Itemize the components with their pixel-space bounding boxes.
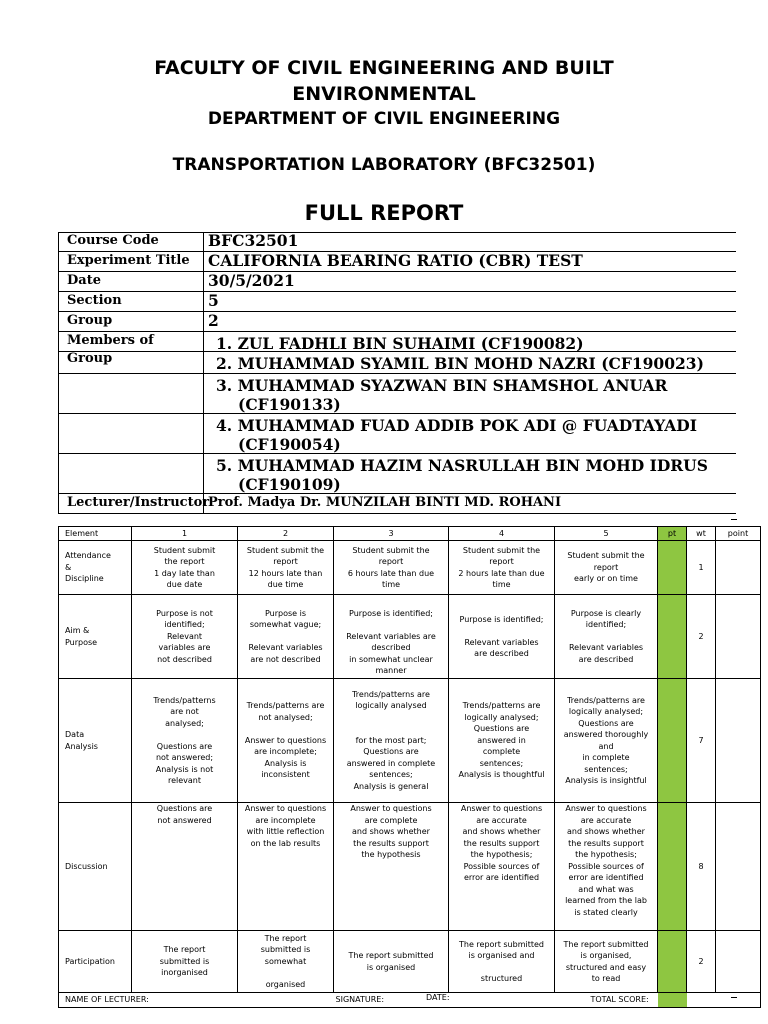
cell-line: Purpose is identified; — [459, 614, 544, 624]
cell-line: are complete — [364, 815, 418, 825]
member-3 — [204, 374, 736, 414]
weight-cell: 2 — [687, 595, 716, 679]
cell-line: Answer to questions — [350, 804, 432, 813]
cell-line: Discussion — [65, 861, 108, 871]
signature-field[interactable]: SIGNATURE: — [334, 993, 555, 1008]
cell-line: are incomplete — [255, 815, 316, 825]
cell-line: Trends/patterns — [153, 695, 216, 705]
cell-line — [336, 619, 446, 631]
score-cell — [238, 803, 334, 931]
rubric-row — [59, 541, 761, 595]
point-cell[interactable] — [716, 541, 761, 595]
members-label-blank — [58, 414, 204, 454]
weight-cell: 2 — [687, 931, 716, 993]
cell-line: learned from the lab — [565, 896, 647, 905]
group-value: 2 — [204, 312, 736, 332]
cell-line: Analysis is insightful — [565, 776, 647, 785]
cell-line: Analysis is — [264, 758, 307, 768]
members-label-blank — [58, 374, 204, 414]
cell-line: report — [489, 557, 514, 566]
member-5-id: (CF190109) — [238, 475, 341, 494]
course-code-value: BFC32501 — [204, 232, 736, 252]
cell-line: 12 hours late than — [248, 568, 323, 578]
cell-line: time — [381, 580, 401, 589]
score-cell — [334, 541, 449, 595]
faculty-line1: FACULTY OF CIVIL ENGINEERING AND BUILT — [154, 57, 614, 79]
cell-line: Trends/patterns are — [567, 695, 645, 705]
score-cell — [555, 595, 658, 679]
cell-line: Analysis is not — [155, 764, 214, 774]
cell-line: Purpose is — [264, 608, 307, 618]
faculty-title — [0, 55, 768, 107]
header-wt: wt — [687, 527, 716, 541]
cell-line: identified; — [164, 620, 205, 630]
cell-line: are not described — [250, 654, 321, 664]
lecturer-row — [58, 494, 736, 514]
pt-cell[interactable] — [658, 679, 687, 803]
cell-line: error are identified — [568, 873, 644, 882]
member-3-id: (CF190133) — [238, 395, 341, 414]
member-row-4 — [58, 414, 736, 454]
cell-line: described — [371, 643, 411, 653]
cell-line: The report submitted — [348, 951, 434, 960]
cell-line: due time — [267, 580, 304, 589]
total-score-field[interactable]: TOTAL SCORE: — [555, 993, 658, 1008]
lecturer-name-field[interactable]: NAME OF LECTURER: — [59, 993, 334, 1008]
lecturer-value: Prof. Madya Dr. MUNZILAH BINTI MD. ROHANI — [204, 494, 736, 514]
cell-line: Answer to questions — [565, 804, 647, 813]
score-cell — [334, 931, 449, 993]
cell-line: in somewhat unclear — [349, 654, 433, 664]
pt-cell[interactable] — [658, 541, 687, 595]
experiment-value: CALIFORNIA BEARING RATIO (CBR) TEST — [204, 252, 736, 272]
group-row — [58, 312, 736, 332]
cell-line: with little reflection — [246, 827, 325, 836]
cell-line: not answered; — [155, 753, 214, 762]
cell-line: organised — [265, 979, 306, 989]
cell-line: is stated clearly — [574, 907, 638, 917]
member-4-name: 4. MUHAMMAD FUAD ADDIB POK ADI @ FUADTAYADI — [216, 416, 697, 435]
cell-line: Possible sources of — [463, 861, 540, 871]
rubric-row — [59, 679, 761, 803]
cell-line — [240, 967, 331, 979]
header-element: Element — [59, 527, 132, 541]
cell-line: logically analysed — [355, 701, 427, 711]
cell-line: the hypothesis; — [575, 850, 637, 859]
member-5 — [204, 454, 736, 494]
score-cell — [449, 803, 555, 931]
cell-line: Data — [65, 730, 85, 739]
cell-line: and shows whether — [567, 827, 645, 836]
cell-line: The report submitted — [458, 939, 544, 949]
experiment-label: Experiment Title — [58, 252, 204, 272]
point-cell[interactable] — [716, 679, 761, 803]
section-label: Section — [58, 292, 204, 312]
cell-line: variables are — [158, 643, 211, 653]
pt-cell[interactable] — [658, 595, 687, 679]
score-cell — [132, 595, 238, 679]
header-score-5: 5 — [555, 527, 658, 541]
cell-line: and — [598, 741, 614, 751]
score-cell — [238, 595, 334, 679]
total-pt-cell — [658, 993, 687, 1008]
rubric-row — [59, 931, 761, 993]
cell-line: due date — [166, 580, 203, 589]
cell-line — [451, 962, 552, 974]
cell-line: Student submit the — [246, 545, 325, 555]
members-label-blank — [58, 454, 204, 494]
element-cell — [59, 595, 132, 679]
cell-line: Answer to questions — [244, 804, 327, 813]
cell-line: are accurate — [580, 815, 632, 825]
cell-line: is organised — [366, 962, 416, 972]
cell-line: Questions are — [363, 747, 419, 757]
score-cell — [334, 803, 449, 931]
cell-line: Questions are — [473, 724, 530, 734]
header-score-2: 2 — [238, 527, 334, 541]
cell-line: Trends/patterns are — [246, 701, 325, 711]
pt-cell[interactable] — [658, 931, 687, 993]
score-cell — [132, 931, 238, 993]
score-cell — [449, 541, 555, 595]
cell-line: report — [273, 557, 298, 566]
cell-line: answered in — [477, 735, 526, 745]
rubric-footer-row — [59, 993, 761, 1008]
weight-cell: 7 — [687, 679, 716, 803]
score-cell — [449, 595, 555, 679]
cell-line: Purpose is not — [156, 608, 213, 618]
cell-line: time — [492, 580, 511, 589]
element-cell — [59, 931, 132, 993]
element-cell — [59, 541, 132, 595]
pt-cell[interactable] — [658, 803, 687, 931]
cell-line — [336, 723, 446, 735]
cell-line: are described — [578, 654, 634, 664]
member-3-name: 3. MUHAMMAD SYAZWAN BIN SHAMSHOL ANUAR — [216, 376, 668, 395]
cell-line — [240, 723, 331, 735]
element-cell — [59, 803, 132, 931]
score-cell — [238, 679, 334, 803]
header-score-4: 4 — [449, 527, 555, 541]
rubric-row — [59, 803, 761, 931]
score-cell — [555, 931, 658, 993]
cell-line: logically analysed; — [568, 707, 644, 716]
cell-line: Participation — [65, 956, 115, 966]
score-cell — [555, 803, 658, 931]
member-4-id: (CF190054) — [238, 435, 341, 454]
cell-line: not analysed; — [258, 712, 313, 722]
member-4 — [204, 414, 736, 454]
score-cell — [334, 679, 449, 803]
cell-line: 2 hours late than due — [458, 568, 545, 578]
rubric-table — [58, 526, 761, 1008]
cell-line: The report — [163, 945, 206, 955]
cell-line: sentences; — [479, 758, 524, 768]
cell-line: sentences; — [369, 770, 413, 780]
cell-line: report — [593, 562, 619, 572]
lab-title: TRANSPORTATION LABORATORY (BFC32501) — [172, 155, 596, 175]
members-label: Members of Group — [58, 332, 204, 352]
cell-line: relevant — [167, 776, 202, 785]
group-label: Group — [58, 312, 204, 332]
cell-line: are incomplete; — [254, 747, 317, 757]
member-1: 1. ZUL FADHLI BIN SUHAIMI (CF190082) — [204, 332, 736, 352]
cell-line: somewhat — [264, 956, 307, 966]
cell-line: Analysis — [65, 741, 98, 751]
member-5-name: 5. MUHAMMAD HAZIM NASRULLAH BIN MOHD IDRUS — [216, 456, 708, 475]
cell-line: Trends/patterns are — [352, 689, 430, 699]
cell-line: Relevant variables — [248, 643, 323, 653]
cell-line: the results support — [463, 838, 540, 848]
cell-line: the results support — [568, 838, 644, 848]
cell-line: Questions are — [156, 741, 213, 751]
cell-line — [336, 596, 446, 608]
score-cell — [449, 679, 555, 803]
member-row-5 — [58, 454, 736, 494]
point-cell[interactable] — [716, 595, 761, 679]
rubric-header-row — [59, 527, 761, 541]
cell-line: Relevant variables — [464, 637, 539, 647]
cell-line: early or on time — [574, 574, 638, 584]
cell-line: Possible sources of — [568, 861, 644, 871]
member-row-3 — [58, 374, 736, 414]
members-label-blank — [58, 352, 204, 374]
member-row-2 — [58, 352, 736, 374]
cell-line: identified; — [585, 620, 627, 630]
cell-line: on the lab results — [250, 838, 321, 848]
cell-line: Relevant variables — [568, 643, 644, 653]
total-blank — [687, 993, 761, 1008]
cell-line: Answer to questions — [460, 804, 543, 813]
cell-line: complete — [482, 747, 521, 757]
element-cell — [59, 679, 132, 803]
lecturer-label: Lecturer/Instructor — [58, 494, 204, 514]
score-cell — [555, 541, 658, 595]
cell-line: answered thoroughly — [563, 730, 649, 739]
weight-cell: 1 — [687, 541, 716, 595]
course-code-row — [58, 232, 736, 252]
cell-line: & — [65, 562, 72, 572]
cell-line: The report — [264, 933, 307, 943]
cell-line: is organised, — [580, 951, 632, 960]
cell-line: logically analysed; — [464, 712, 539, 722]
cell-line: Questions are — [578, 718, 634, 728]
cell-line: report — [378, 557, 404, 566]
cell-line: structured — [480, 974, 523, 983]
cell-line: Aim & — [65, 626, 90, 635]
cell-line: analysed; — [165, 718, 204, 728]
cell-line: to read — [591, 974, 621, 983]
weight-cell: 8 — [687, 803, 716, 931]
header-score-1: 1 — [132, 527, 238, 541]
report-title: FULL REPORT — [304, 201, 464, 225]
date-row — [58, 272, 736, 292]
cell-line: is organised and — [468, 951, 535, 960]
header-pt: pt — [658, 527, 687, 541]
rubric-row — [59, 595, 761, 679]
cell-line — [240, 631, 331, 643]
cell-line: the hypothesis; — [470, 850, 533, 859]
score-cell — [132, 679, 238, 803]
header-score-3: 3 — [334, 527, 449, 541]
cell-line: sentences; — [584, 764, 628, 774]
cell-line — [451, 625, 552, 637]
score-cell — [449, 931, 555, 993]
cell-line: submitted is — [260, 945, 311, 955]
cell-line: inconsistent — [261, 770, 310, 780]
cell-line: and shows whether — [462, 827, 541, 836]
score-cell — [238, 931, 334, 993]
cell-line: answered in complete — [346, 758, 436, 768]
faculty-line2: ENVIRONMENTAL — [292, 83, 476, 105]
cell-line: manner — [375, 666, 407, 676]
score-cell — [132, 541, 238, 595]
cell-line: Relevant variables are — [346, 631, 436, 641]
cell-line: not answered — [157, 815, 212, 825]
cell-line: The report submitted — [563, 939, 649, 949]
cell-line: 6 hours late than due — [347, 568, 435, 578]
cell-line: Student submit — [153, 545, 216, 555]
score-cell — [132, 803, 238, 931]
cell-line: Trends/patterns are — [462, 701, 541, 711]
cell-line: Analysis is general — [353, 781, 429, 791]
cell-line: submitted is — [159, 956, 210, 966]
header-point: point — [716, 527, 761, 541]
cell-line: Analysis is thoughtful — [458, 770, 545, 780]
cell-line: are accurate — [476, 815, 527, 825]
score-cell — [238, 541, 334, 595]
cell-line: the results support — [353, 838, 429, 848]
cell-line: Student submit the — [567, 551, 645, 561]
course-code-label: Course Code — [58, 232, 204, 252]
date-field[interactable]: DATE: — [426, 993, 450, 1002]
cell-line: the report — [164, 557, 205, 566]
department-title: DEPARTMENT OF CIVIL ENGINEERING — [207, 109, 561, 129]
cell-line — [557, 631, 655, 643]
point-cell[interactable] — [716, 803, 761, 931]
cell-line: Purpose — [65, 637, 98, 647]
date-label: Date — [58, 272, 204, 292]
cell-line: Discipline — [65, 574, 104, 584]
cell-line: are described — [474, 649, 529, 658]
cell-line: Relevant — [166, 631, 203, 641]
section-row — [58, 292, 736, 312]
section-value: 5 — [204, 292, 736, 312]
info-table — [58, 232, 736, 514]
member-2: 2. MUHAMMAD SYAMIL BIN MOHD NAZRI (CF190023) — [204, 352, 736, 374]
date-value: 30/5/2021 — [204, 272, 736, 292]
cell-line: 1 day late than — [154, 568, 215, 578]
cell-line: not described — [157, 654, 212, 664]
cell-line: Purpose is identified; — [349, 608, 433, 618]
cell-line: the hypothesis — [361, 850, 421, 859]
cell-line: in complete — [582, 753, 630, 762]
cell-line: and shows whether — [352, 827, 430, 836]
cell-line — [336, 712, 446, 724]
cell-line: Attendance — [65, 551, 111, 561]
cell-line: inorganised — [161, 968, 208, 978]
point-cell[interactable] — [716, 931, 761, 993]
cell-line: are not — [170, 707, 199, 716]
cell-line: and what was — [578, 884, 634, 894]
experiment-row — [58, 252, 736, 272]
cell-line — [134, 729, 235, 741]
cell-line: structured and easy — [565, 962, 647, 972]
cell-line: for the most part; — [355, 735, 427, 745]
cell-line: Student submit the — [352, 545, 430, 555]
cell-line: error are identified — [463, 873, 540, 882]
cell-line: Purpose is clearly — [570, 608, 642, 618]
cell-line: Answer to questions — [244, 735, 327, 745]
cell-line: somewhat vague; — [249, 620, 322, 630]
cell-line: Questions are — [156, 804, 213, 813]
score-cell — [555, 679, 658, 803]
score-cell — [334, 595, 449, 679]
cell-line: Student submit the — [462, 545, 541, 555]
